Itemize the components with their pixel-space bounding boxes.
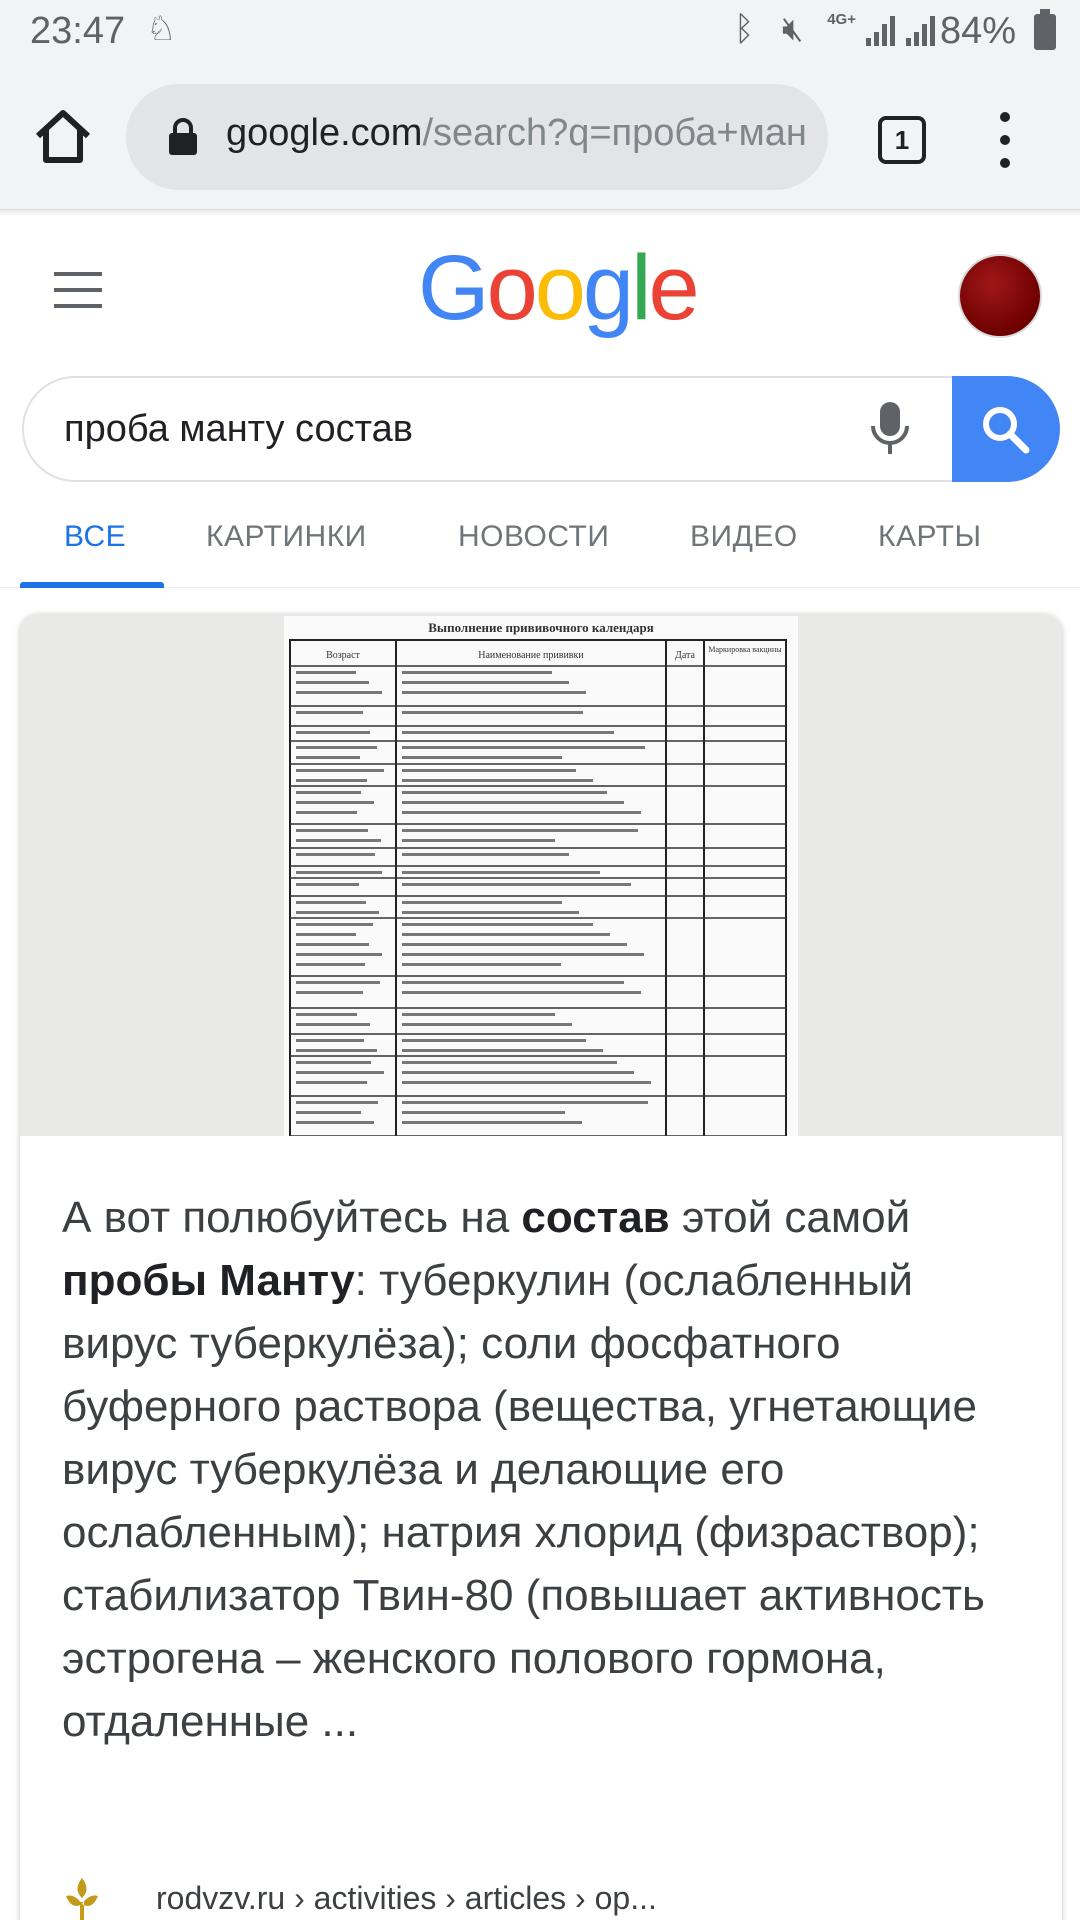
image-title: Выполнение прививочного календаря (428, 620, 654, 635)
logo-letter: o (534, 237, 583, 339)
result-image[interactable] (284, 616, 798, 1136)
search-query-text[interactable]: проба манту состав (64, 408, 413, 450)
snippet-bold-1: состав (521, 1193, 670, 1242)
lock-icon (168, 118, 198, 156)
snippet-text-2: этой самой (669, 1193, 911, 1242)
vibrate-mute-icon: 🔇︎ (782, 10, 804, 48)
tab-maps[interactable]: КАРТЫ (878, 520, 982, 553)
table-header-vaccine: Наименование прививки (478, 650, 584, 661)
source-breadcrumb[interactable]: rodvzv.ru › activities › articles › op... (156, 1880, 657, 1916)
url-path: /search?q=проба+ман (422, 112, 807, 154)
bluetooth-icon: ᛒ (734, 10, 755, 48)
google-logo[interactable] (418, 237, 697, 339)
tab-news[interactable]: НОВОСТИ (458, 520, 610, 553)
signal-icon-2 (906, 16, 934, 46)
home-button[interactable] (30, 104, 96, 170)
signal-icon (866, 16, 894, 46)
url-bar[interactable] (126, 84, 828, 190)
result-source[interactable] (62, 1876, 1032, 1920)
search-icon (980, 404, 1032, 456)
result-image-area[interactable] (20, 614, 1062, 1136)
microphone-icon[interactable] (868, 400, 912, 458)
table-header-marking: Маркировка вакцины (708, 645, 782, 654)
network-type-label: 4G+ (827, 11, 856, 28)
overflow-menu-icon[interactable] (990, 110, 1020, 170)
account-avatar[interactable] (958, 254, 1042, 338)
snippet-text-1: А вот полюбуйтесь на (62, 1193, 522, 1242)
result-card[interactable] (20, 614, 1062, 1920)
notification-icon: ♘ (146, 10, 177, 48)
hamburger-menu-icon[interactable] (54, 272, 102, 308)
tab-switcher-button[interactable]: 1 (878, 116, 926, 164)
home-icon (30, 104, 96, 170)
search-button[interactable] (952, 376, 1060, 482)
logo-letter: e (648, 237, 697, 339)
image-table-drawing (284, 616, 798, 1136)
snippet-text-3: : туберкулин (ослабленный вирус туберкулёза); соли фосфатного буферного раствора (вещества, угнетающие вирус туберкулёза и делающие его ослабленным); натрия хлорид (физраствор); стабилизатор Твин-80 (повышает активность эстрогена – женского полового гормона, отдаленные ... (62, 1256, 985, 1746)
url-domain: google.com (226, 112, 423, 154)
snippet-bold-2: пробы Манту (62, 1256, 355, 1305)
status-bar (0, 0, 1080, 64)
site-favicon (62, 1876, 102, 1920)
table-header-date: Дата (675, 650, 695, 661)
toolbar-shadow (0, 210, 1080, 216)
logo-letter: o (486, 237, 535, 339)
status-time: 23:47 (30, 10, 126, 52)
logo-letter: l (631, 237, 649, 339)
active-tab-indicator (20, 582, 164, 588)
battery-percent: 84% (939, 10, 1016, 52)
tab-all[interactable]: ВСЕ (64, 520, 127, 553)
battery-icon (1034, 14, 1056, 50)
url-text (226, 112, 807, 155)
tab-images[interactable]: КАРТИНКИ (206, 520, 367, 553)
search-tabs (0, 500, 1080, 588)
result-snippet (62, 1186, 1032, 1753)
browser-toolbar (0, 64, 1080, 210)
tab-video[interactable]: ВИДЕО (690, 520, 798, 553)
table-header-age: Возраст (326, 650, 360, 661)
logo-letter: G (418, 237, 487, 339)
logo-letter: g (582, 237, 632, 339)
